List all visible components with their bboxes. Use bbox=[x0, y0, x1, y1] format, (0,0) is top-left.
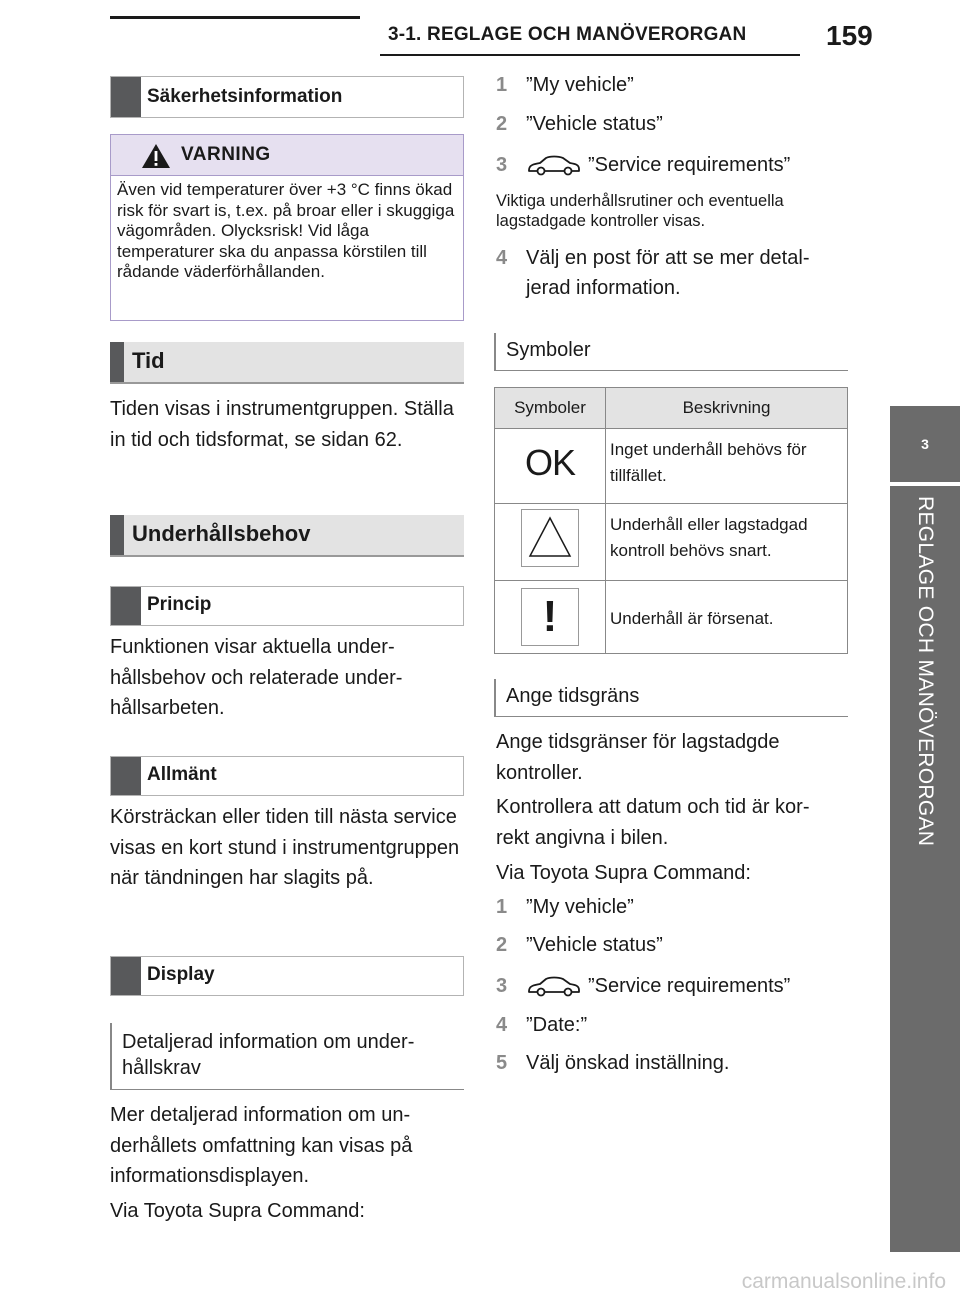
step-number: 1 bbox=[496, 74, 508, 96]
table-cell-desc: Underhåll är försenat. bbox=[606, 581, 848, 654]
triangle-icon bbox=[521, 509, 579, 567]
table-header-description: Beskrivning bbox=[606, 388, 848, 429]
step-text: ”Vehicle status” bbox=[526, 934, 663, 956]
step-text: Välj en post för att se mer detaljerad information. bbox=[526, 247, 810, 299]
step-text: Välj önskad inställning. bbox=[526, 1052, 730, 1074]
warning-title: VARNING bbox=[181, 144, 271, 165]
maintenance-heading-label: Underhållsbehov bbox=[132, 521, 311, 546]
via-command-left: Via Toyota Supra Command: bbox=[110, 1200, 365, 1222]
step-number: 4 bbox=[496, 247, 508, 269]
detail-text: Mer detaljerad information om underhållets omfattning kan visas på informationsdisplayen. bbox=[110, 1104, 413, 1187]
step-number: 3 bbox=[496, 153, 508, 176]
maintenance-heading bbox=[110, 515, 464, 557]
step-a-3 bbox=[496, 153, 790, 177]
step-number: 5 bbox=[496, 1052, 508, 1074]
step-text: ”My vehicle” bbox=[526, 74, 634, 96]
table-row bbox=[495, 581, 848, 654]
general-text: Körsträckan eller tiden till nästa service visas en kort stund i instrumentgruppen när tändningen har slagits på. bbox=[110, 806, 460, 889]
step-number: 2 bbox=[496, 113, 508, 135]
table-cell-desc: Inget underhåll behövs för tillfället. bbox=[606, 429, 848, 504]
chapter-tab-number: 3 bbox=[890, 406, 960, 482]
watermark: carmanualsonline.info bbox=[741, 1270, 946, 1293]
principle-heading bbox=[110, 586, 464, 626]
principle-heading-label: Princip bbox=[147, 594, 212, 615]
deadline-text-2: Kontrollera att datum och tid är korrekt angivna i bilen. bbox=[496, 796, 810, 849]
step-b-4 bbox=[496, 1014, 587, 1037]
warning-text: Även vid temperaturer över +3 °C finns ökad risk för svart is, t.ex. på broar eller i skuggiga vägområden. Olycksrisk! Vid låga temperaturer ska du anpassa körstilen till rådande väderförhållanden. bbox=[117, 180, 455, 281]
detail-subheading: Detaljerad information om underhållskrav bbox=[110, 1023, 464, 1090]
step-number: 3 bbox=[496, 974, 508, 997]
table-row bbox=[495, 429, 848, 504]
display-heading-label: Display bbox=[147, 964, 215, 985]
deadline-text-1: Ange tidsgränser för lagstadgde kontroller. bbox=[496, 731, 780, 784]
service-note: Viktiga underhållsrutiner och eventuella lagstadgade kontroller visas. bbox=[496, 192, 784, 230]
warning-icon bbox=[141, 143, 171, 169]
step-number: 4 bbox=[496, 1014, 508, 1036]
step-text: ”Service requirements” bbox=[588, 153, 791, 176]
general-heading bbox=[110, 756, 464, 796]
step-text: ”Vehicle status” bbox=[526, 113, 663, 135]
header-line bbox=[110, 16, 360, 19]
principle-text: Funktionen visar aktuella underhållsbehov och relaterade underhållsarbeten. bbox=[110, 636, 403, 719]
exclamation-icon: ! bbox=[521, 588, 579, 646]
step-text: ”Service requirements” bbox=[588, 974, 791, 997]
step-text: ”My vehicle” bbox=[526, 896, 634, 918]
ok-icon bbox=[495, 429, 606, 504]
step-b-3 bbox=[496, 974, 790, 998]
ok-symbol: OK bbox=[524, 441, 575, 483]
via-command-right: Via Toyota Supra Command: bbox=[496, 862, 751, 884]
step-a-1 bbox=[496, 74, 634, 97]
chapter-title: 3-1. REGLAGE OCH MANÖVERORGAN bbox=[388, 24, 747, 45]
car-icon bbox=[526, 153, 582, 177]
table-header-row bbox=[495, 388, 848, 429]
time-heading bbox=[110, 342, 464, 384]
step-b-2 bbox=[496, 934, 663, 957]
general-heading-label: Allmänt bbox=[147, 764, 217, 785]
warning-box bbox=[110, 134, 464, 321]
table-header-symbol: Symboler bbox=[495, 388, 606, 429]
header-rule bbox=[380, 54, 800, 56]
step-b-5 bbox=[496, 1052, 729, 1075]
step-number: 2 bbox=[496, 934, 508, 956]
time-text: Tiden visas i instrumentgruppen. Ställa in tid och tidsformat, se sidan 62. bbox=[110, 398, 454, 451]
symbols-subheading: Symboler bbox=[494, 333, 848, 371]
display-heading bbox=[110, 956, 464, 996]
step-number: 1 bbox=[496, 896, 508, 918]
page-number: 159 bbox=[826, 20, 873, 51]
deadline-subheading: Ange tidsgräns bbox=[494, 679, 848, 717]
step-a-4 bbox=[496, 243, 836, 303]
step-text: ”Date:” bbox=[526, 1014, 588, 1036]
table-row bbox=[495, 504, 848, 581]
step-b-1 bbox=[496, 896, 634, 919]
step-a-2 bbox=[496, 113, 663, 136]
table-cell-desc: Underhåll eller lagstadgad kontroll behövs snart. bbox=[606, 504, 848, 581]
safety-heading bbox=[110, 76, 464, 118]
car-icon bbox=[526, 974, 582, 998]
chapter-tab-label: REGLAGE OCH MANÖVERORGAN bbox=[914, 496, 937, 847]
symbols-table bbox=[494, 387, 848, 654]
safety-heading-label: Säkerhetsinformation bbox=[147, 86, 343, 107]
time-heading-label: Tid bbox=[132, 348, 165, 373]
